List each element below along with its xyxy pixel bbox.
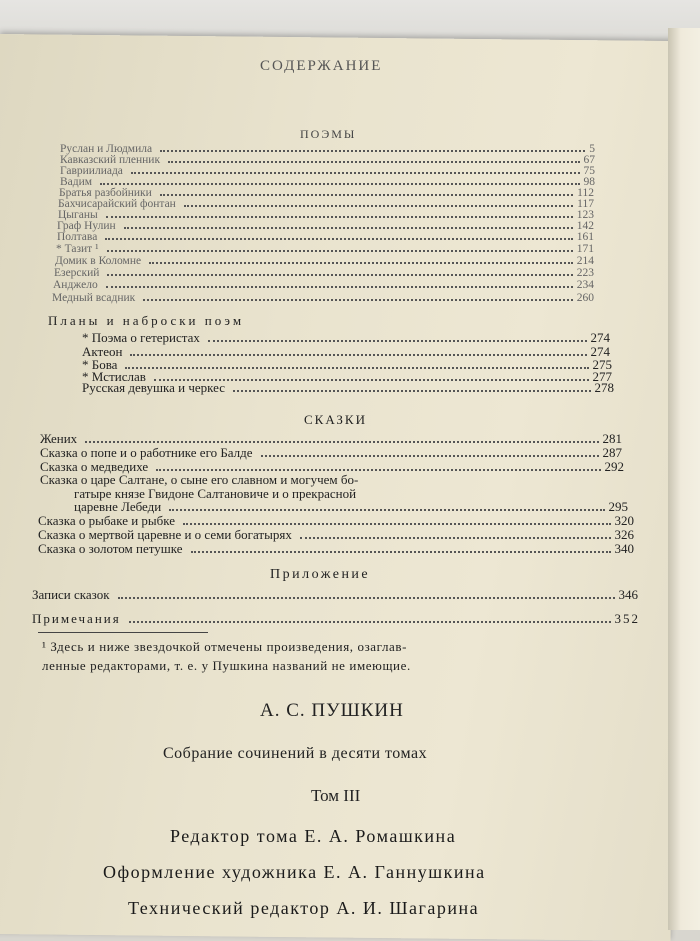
toc-entry: Гавриилиада 75 <box>60 165 595 177</box>
toc-entry: Примечания 352 <box>32 611 640 626</box>
footnote-line: ¹ Здесь и ниже звездочкой отмечены произведения, озаглав- <box>42 639 408 654</box>
author-name: А. С. ПУШКИН <box>260 700 404 721</box>
footnote <box>42 637 411 675</box>
tales-section-title: СКАЗКИ <box>304 412 367 427</box>
plans-section-title: Планы и наброски поэм <box>48 313 245 328</box>
toc-entry: * Мстислав 277 <box>82 369 612 384</box>
toc-entry: Сказка о золотом петушке 340 <box>38 541 634 556</box>
toc-entry: Бахчисарайский фонтан 117 <box>58 198 594 210</box>
credit-editor: Редактор тома Е. А. Ромашкина <box>170 826 457 846</box>
toc-entry: * Поэма о гетеристах 274 <box>82 330 610 345</box>
credit-design: Оформление художника Е. А. Ганнушкина <box>103 862 486 882</box>
toc-entry-saltan-line2: гатыре князе Гвидоне Салтановиче и о прекрасной <box>74 486 357 501</box>
contents-heading: СОДЕРЖАНИЕ <box>260 58 383 74</box>
footnote-line: ленные редакторами, т. е. у Пушкина названий не имеющие. <box>42 658 411 673</box>
footnote-rule <box>38 632 208 633</box>
toc-entry: Сказка о медведихе 292 <box>40 459 624 474</box>
toc-entry: * Тазит ¹ 171 <box>56 243 594 255</box>
toc-entry: Сказка о попе и о работнике его Балде 287 <box>40 445 622 460</box>
toc-entry: Сказка о рыбаке и рыбке 320 <box>38 513 634 528</box>
toc-entry: Полтава 161 <box>57 231 594 243</box>
toc-entry: Медный всадник 260 <box>52 292 594 304</box>
collection-title: Собрание сочинений в десяти томах <box>163 745 428 762</box>
toc-entry: Вадим 98 <box>60 176 595 188</box>
toc-entry: Граф Нулин 142 <box>57 220 594 232</box>
toc-entry: Актеон 274 <box>82 344 610 359</box>
toc-entry-saltan-line1: Сказка о царе Салтане, о сыне его славном и могучем бо- <box>40 472 359 487</box>
toc-entry: Жених 281 <box>40 431 622 446</box>
poems-section-title: ПОЭМЫ <box>300 127 357 141</box>
toc-entry: Домик в Коломне 214 <box>55 255 594 267</box>
credit-tech-editor: Технический редактор А. И. Шагарина <box>128 898 480 918</box>
toc-entry: Русская девушка и черкес 278 <box>82 380 614 395</box>
toc-entry: Руслан и Людмила 5 <box>60 143 595 155</box>
toc-entry: Братья разбойники 112 <box>59 187 594 199</box>
volume-number: Том III <box>311 786 361 805</box>
toc-entry: Записи сказок 346 <box>32 587 638 602</box>
toc-entry: Езерский 223 <box>54 267 594 279</box>
toc-entry: Цыганы 123 <box>58 209 594 221</box>
toc-entry: царевне Лебеди 295 <box>74 499 628 514</box>
toc-entry: Сказка о мертвой царевне и о семи богатырях 326 <box>38 527 634 542</box>
appendix-section-title: Приложение <box>270 567 371 582</box>
toc-entry: Кавказский пленник 67 <box>60 154 595 166</box>
page-edge <box>668 28 700 930</box>
toc-entry: Анджело 234 <box>53 279 594 291</box>
toc-entry: * Бова 275 <box>82 357 612 372</box>
